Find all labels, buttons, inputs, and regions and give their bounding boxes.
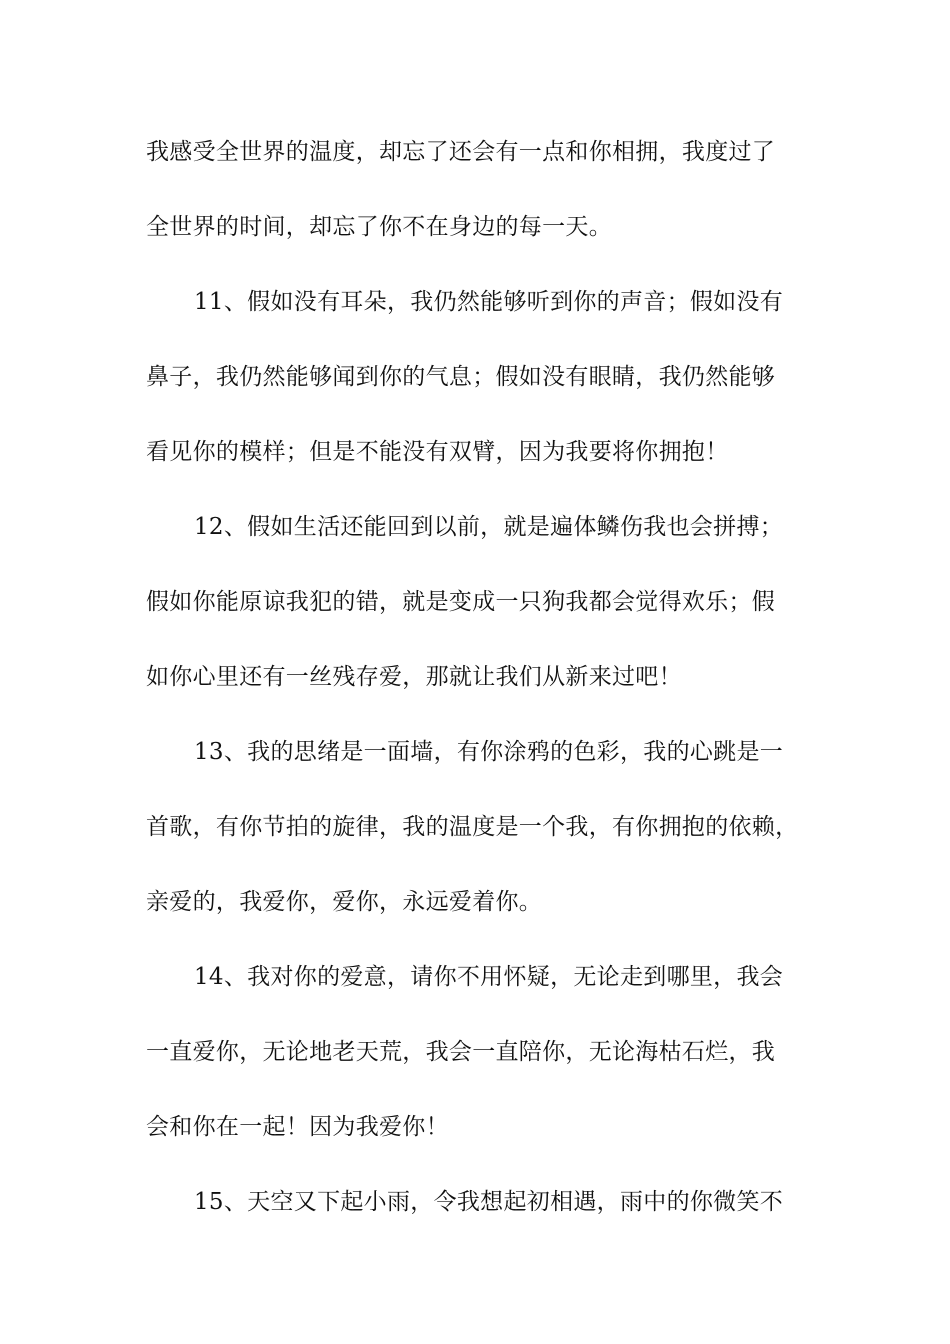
text-line: 首歌，有你节拍的旋律，我的温度是一个我，有你拥抱的依赖， xyxy=(146,814,799,840)
text-line: 我感受全世界的温度，却忘了还会有一点和你相拥，我度过了 xyxy=(146,139,776,165)
text-line: 11、假如没有耳朵，我仍然能够听到你的声音；假如没有 xyxy=(194,289,784,315)
text-line: 假如你能原谅我犯的错，就是变成一只狗我都会觉得欢乐；假 xyxy=(146,589,776,615)
text-line: 全世界的时间，却忘了你不在身边的每一天。 xyxy=(146,214,612,240)
text-line: 12、假如生活还能回到以前，就是遍体鳞伤我也会拼搏； xyxy=(194,514,784,540)
text-line: 亲爱的，我爱你，爱你，永远爱着你。 xyxy=(146,889,543,915)
text-line: 一直爱你，无论地老天荒，我会一直陪你，无论海枯石烂，我 xyxy=(146,1039,776,1065)
text-line: 14、我对你的爱意，请你不用怀疑，无论走到哪里，我会 xyxy=(194,964,784,990)
text-line: 如你心里还有一丝残存爱，那就让我们从新来过吧！ xyxy=(146,664,682,690)
text-line: 看见你的模样；但是不能没有双臂，因为我要将你拥抱！ xyxy=(146,439,729,465)
text-line: 鼻子，我仍然能够闻到你的气息；假如没有眼睛，我仍然能够 xyxy=(146,364,776,390)
text-line: 13、我的思绪是一面墙，有你涂鸦的色彩，我的心跳是一 xyxy=(194,739,784,765)
text-line: 会和你在一起！因为我爱你！ xyxy=(146,1114,449,1140)
text-line: 15、天空又下起小雨，令我想起初相遇，雨中的你微笑不 xyxy=(194,1189,784,1215)
